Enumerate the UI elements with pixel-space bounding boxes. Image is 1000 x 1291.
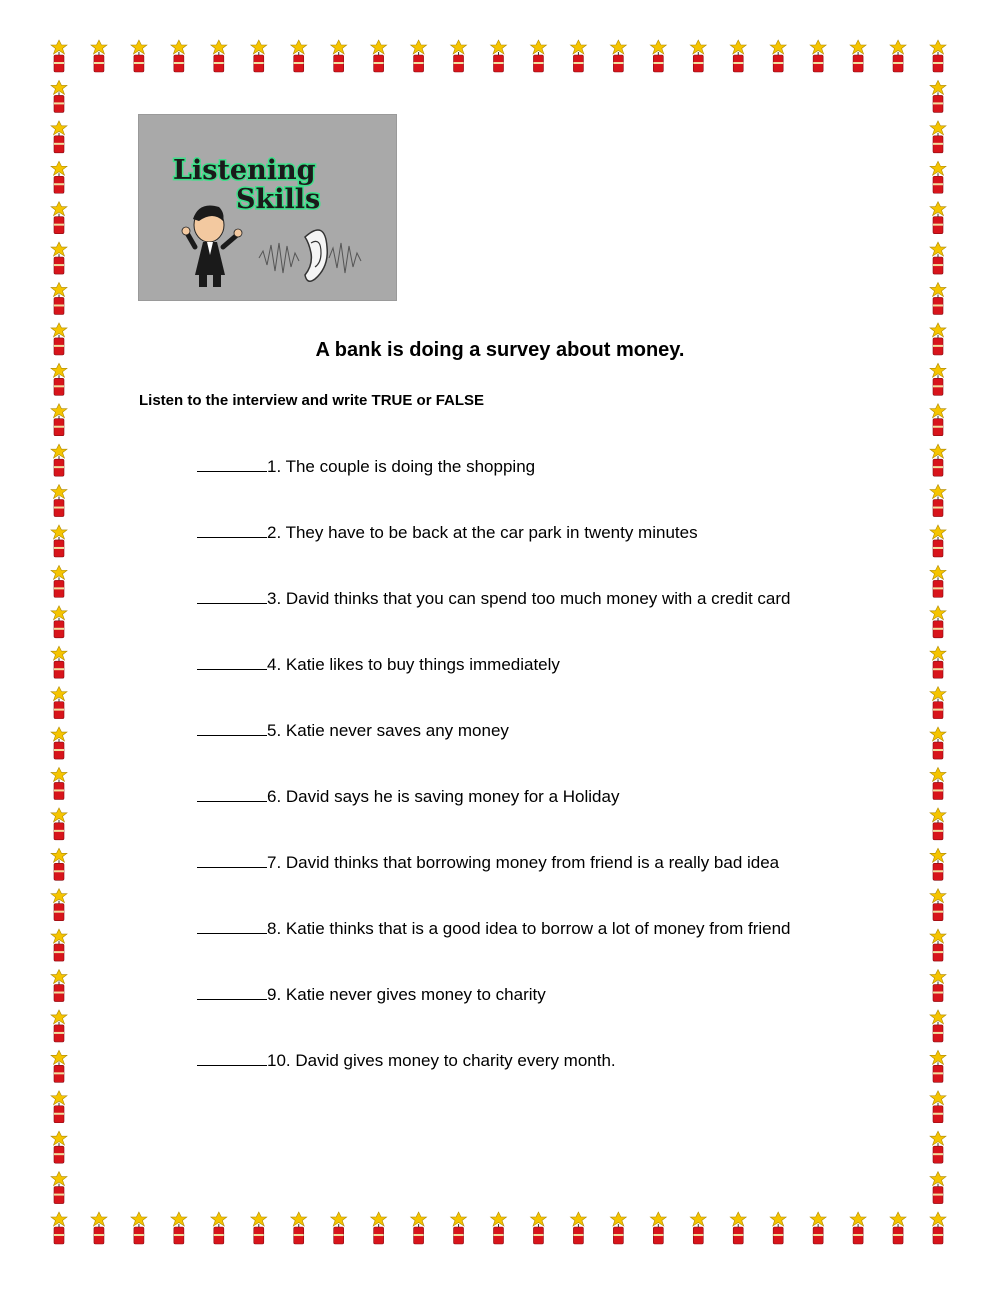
firecracker-icon	[690, 1212, 706, 1244]
firecracker-icon	[51, 1172, 67, 1204]
firecracker-icon	[51, 767, 67, 799]
question-item	[197, 520, 791, 586]
firecracker-icon	[51, 363, 67, 395]
firecracker-icon	[131, 40, 147, 72]
firecracker-icon	[51, 40, 67, 72]
firecracker-icon	[610, 1212, 626, 1244]
firecracker-icon	[930, 970, 946, 1002]
firecracker-icon	[51, 565, 67, 597]
firecracker-icon	[51, 1091, 67, 1123]
firecracker-icon	[930, 808, 946, 840]
firecracker-icon	[930, 727, 946, 759]
firecracker-icon	[371, 40, 387, 72]
firecracker-icon	[930, 525, 946, 557]
firecracker-icon	[51, 282, 67, 314]
question-text: 7. David thinks that borrowing money from friend is a really bad idea	[267, 853, 780, 872]
firecracker-icon	[51, 485, 67, 517]
firecracker-icon	[930, 80, 946, 112]
cartoon-man-icon	[182, 206, 242, 288]
answer-blank[interactable]	[197, 784, 267, 802]
firecracker-icon	[51, 444, 67, 476]
firecracker-icon	[930, 565, 946, 597]
firecracker-icon	[251, 40, 267, 72]
firecracker-icon	[51, 929, 67, 961]
answer-blank[interactable]	[197, 850, 267, 868]
firecracker-icon	[930, 363, 946, 395]
question-text: 10. David gives money to charity every month.	[267, 1051, 616, 1070]
instructions: Listen to the interview and write TRUE or FALSE	[139, 392, 485, 409]
firecracker-icon	[51, 80, 67, 112]
firecracker-icon	[451, 1212, 467, 1244]
firecracker-icon	[51, 202, 67, 234]
firecracker-icon	[730, 40, 746, 72]
question-item	[197, 454, 791, 520]
question-text: 1. The couple is doing the shopping	[267, 457, 536, 476]
firecracker-icon	[930, 848, 946, 880]
firecracker-icon	[291, 1212, 307, 1244]
firecracker-icon	[930, 40, 946, 72]
firecracker-icon	[930, 767, 946, 799]
firecracker-icon	[570, 1212, 586, 1244]
question-item	[197, 916, 791, 982]
firecracker-icon	[211, 40, 227, 72]
question-list	[197, 454, 791, 1114]
firecracker-icon	[51, 808, 67, 840]
firecracker-icon	[930, 1091, 946, 1123]
firecracker-icon	[51, 242, 67, 274]
firecracker-icon	[930, 889, 946, 921]
answer-blank[interactable]	[197, 454, 267, 472]
question-text: 8. Katie thinks that is a good idea to borrow a lot of money from friend	[267, 919, 791, 938]
firecracker-icon	[491, 1212, 507, 1244]
firecracker-icon	[650, 1212, 666, 1244]
firecracker-icon	[930, 1050, 946, 1082]
firecracker-icon	[251, 1212, 267, 1244]
firecracker-icon	[770, 1212, 786, 1244]
question-text: 9. Katie never gives money to charity	[267, 985, 546, 1004]
answer-blank[interactable]	[197, 916, 267, 934]
firecracker-icon	[51, 121, 67, 153]
ear-icon	[305, 230, 327, 281]
firecracker-icon	[51, 727, 67, 759]
firecracker-icon	[810, 40, 826, 72]
firecracker-icon	[930, 444, 946, 476]
firecracker-icon	[51, 1010, 67, 1042]
firecracker-icon	[930, 202, 946, 234]
firecracker-icon	[51, 1050, 67, 1082]
firecracker-icon	[930, 929, 946, 961]
banner-title-line1: Listening	[173, 155, 316, 186]
firecracker-icon	[51, 970, 67, 1002]
firecracker-icon	[930, 1131, 946, 1163]
firecracker-icon	[930, 121, 946, 153]
firecracker-icon	[211, 1212, 227, 1244]
firecracker-icon	[291, 40, 307, 72]
question-item	[197, 1048, 791, 1114]
firecracker-icon	[650, 40, 666, 72]
answer-blank[interactable]	[197, 520, 267, 538]
firecracker-icon	[930, 485, 946, 517]
firecracker-icon	[890, 40, 906, 72]
listening-skills-banner	[138, 114, 397, 301]
firecracker-icon	[451, 40, 467, 72]
firecracker-icon	[890, 1212, 906, 1244]
firecracker-icon	[491, 40, 507, 72]
firecracker-icon	[51, 525, 67, 557]
firecracker-icon	[51, 889, 67, 921]
answer-blank[interactable]	[197, 718, 267, 736]
answer-blank[interactable]	[197, 652, 267, 670]
page-title: A bank is doing a survey about money.	[315, 339, 685, 361]
banner-title-line2: Skills	[236, 184, 321, 215]
firecracker-icon	[51, 1131, 67, 1163]
question-item	[197, 784, 791, 850]
question-item	[197, 982, 791, 1048]
firecracker-icon	[930, 161, 946, 193]
firecracker-icon	[51, 606, 67, 638]
firecracker-icon	[810, 1212, 826, 1244]
firecracker-icon	[331, 1212, 347, 1244]
answer-blank[interactable]	[197, 982, 267, 1000]
firecracker-icon	[930, 1172, 946, 1204]
firecracker-icon	[930, 404, 946, 436]
firecracker-icon	[411, 40, 427, 72]
answer-blank[interactable]	[197, 586, 267, 604]
question-text: 2. They have to be back at the car park in twenty minutes	[267, 523, 698, 542]
firecracker-icon	[371, 1212, 387, 1244]
firecracker-icon	[91, 40, 107, 72]
question-text: 3. David thinks that you can spend too much money with a credit card	[267, 589, 791, 608]
firecracker-icon	[51, 687, 67, 719]
firecracker-icon	[850, 1212, 866, 1244]
question-item	[197, 718, 791, 784]
question-text: 5. Katie never saves any money	[267, 721, 509, 740]
question-item	[197, 586, 791, 652]
firecracker-icon	[930, 1212, 946, 1244]
question-item	[197, 652, 791, 718]
firecracker-icon	[91, 1212, 107, 1244]
firecracker-icon	[171, 1212, 187, 1244]
firecracker-icon	[51, 161, 67, 193]
firecracker-icon	[530, 1212, 546, 1244]
firecracker-icon	[930, 1010, 946, 1042]
firecracker-icon	[930, 282, 946, 314]
firecracker-icon	[411, 1212, 427, 1244]
firecracker-icon	[570, 40, 586, 72]
firecracker-icon	[930, 242, 946, 274]
firecracker-icon	[850, 40, 866, 72]
firecracker-icon	[690, 40, 706, 72]
firecracker-icon	[131, 1212, 147, 1244]
question-text: 6. David says he is saving money for a Holiday	[267, 787, 620, 806]
firecracker-icon	[730, 1212, 746, 1244]
firecracker-icon	[930, 687, 946, 719]
firecracker-icon	[51, 404, 67, 436]
firecracker-icon	[770, 40, 786, 72]
firecracker-icon	[610, 40, 626, 72]
firecracker-icon	[51, 848, 67, 880]
firecracker-icon	[530, 40, 546, 72]
firecracker-icon	[930, 606, 946, 638]
question-text: 4. Katie likes to buy things immediately	[267, 655, 560, 674]
answer-blank[interactable]	[197, 1048, 267, 1066]
question-item	[197, 850, 791, 916]
firecracker-icon	[331, 40, 347, 72]
firecracker-icon	[930, 646, 946, 678]
firecracker-icon	[51, 646, 67, 678]
firecracker-icon	[51, 1212, 67, 1244]
firecracker-icon	[171, 40, 187, 72]
